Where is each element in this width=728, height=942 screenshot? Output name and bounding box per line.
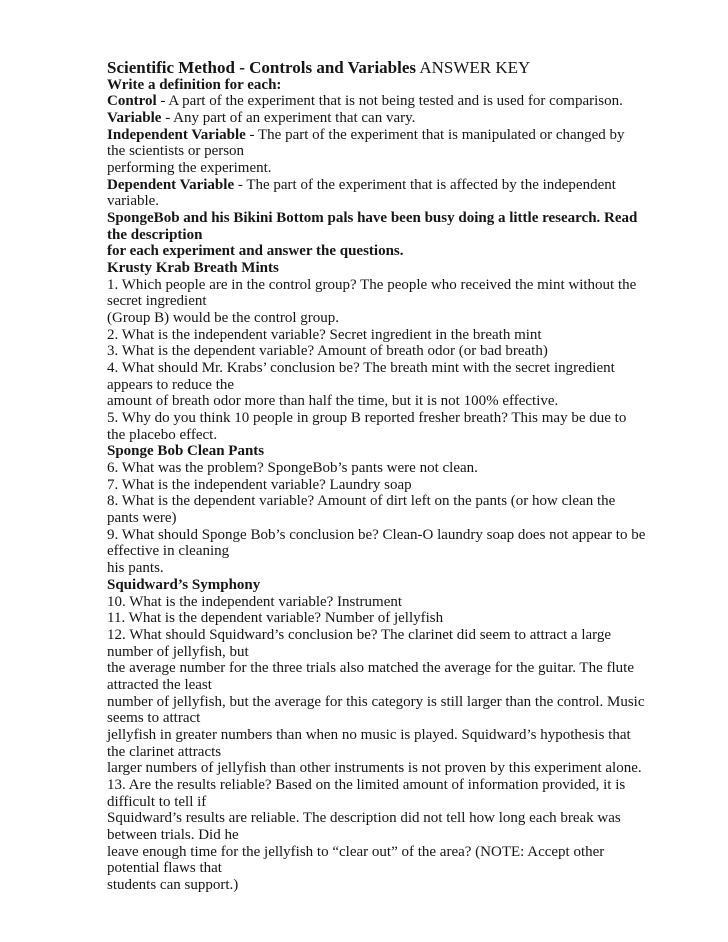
text-line bbox=[107, 310, 727, 327]
text-segment: number of jellyfish, but the average for this category is still larger than the control. Music bbox=[107, 693, 645, 710]
document-content bbox=[107, 60, 727, 894]
text-segment: the average number for the three trials also matched the average for the guitar. The flute bbox=[107, 660, 634, 677]
text-segment: number of jellyfish, but bbox=[107, 643, 249, 660]
text-segment: the scientists or person bbox=[107, 143, 245, 160]
text-segment: jellyfish in greater numbers than when no music is played. Squidward’s hypothesis that bbox=[107, 726, 631, 743]
text-line bbox=[107, 160, 727, 177]
text-line bbox=[107, 410, 727, 427]
text-segment: 11. What is the dependent variable? Number of jellyfish bbox=[107, 610, 444, 627]
text-line bbox=[107, 744, 727, 761]
text-segment: appears to reduce the bbox=[107, 376, 235, 393]
text-line bbox=[107, 393, 727, 410]
text-line bbox=[107, 543, 727, 560]
text-line bbox=[107, 427, 727, 444]
text-segment: potential flaws that bbox=[107, 860, 222, 877]
text-segment: 5. Why do you think 10 people in group B reported fresher breath? This may be due to bbox=[107, 410, 627, 427]
text-segment: (Group B) would be the control group. bbox=[107, 310, 340, 327]
text-segment: 2. What is the independent variable? Secret ingredient in the breath mint bbox=[107, 326, 542, 343]
text-segment: performing the experiment. bbox=[107, 160, 272, 177]
text-line bbox=[107, 827, 727, 844]
text-segment: 3. What is the dependent variable? Amount of breath odor (or bad breath) bbox=[107, 343, 548, 360]
bold-text-segment: Krusty Krab Breath Mints bbox=[107, 260, 279, 277]
text-segment: seems to attract bbox=[107, 710, 201, 727]
text-line bbox=[107, 243, 727, 260]
text-segment: variable. bbox=[107, 193, 160, 210]
text-line bbox=[107, 110, 727, 127]
text-line bbox=[107, 377, 727, 394]
bold-text-segment: Scientific Method - Controls and Variables bbox=[107, 58, 417, 77]
bold-text-segment: SpongeBob and his Bikini Bottom pals have been busy doing a little research. Read bbox=[107, 210, 638, 227]
text-line bbox=[107, 327, 727, 344]
text-line bbox=[107, 343, 727, 360]
bold-text-segment: Dependent Variable bbox=[107, 176, 235, 193]
text-segment: his pants. bbox=[107, 560, 164, 577]
text-line bbox=[107, 794, 727, 811]
bold-text-segment: Variable bbox=[107, 110, 162, 127]
text-segment: ANSWER KEY bbox=[416, 58, 531, 77]
text-line bbox=[107, 460, 727, 477]
document-title bbox=[107, 60, 727, 77]
text-segment: Squidward’s results are reliable. The description did not tell how long each break was bbox=[107, 810, 621, 827]
text-line bbox=[107, 360, 727, 377]
text-line bbox=[107, 560, 727, 577]
text-line bbox=[107, 777, 727, 794]
text-segment: the clarinet attracts bbox=[107, 743, 222, 760]
text-segment: 7. What is the independent variable? Laundry soap bbox=[107, 476, 412, 493]
bold-text-segment: for each experiment and answer the questions. bbox=[107, 243, 404, 260]
text-segment: leave enough time for the jellyfish to “clear out” of the area? (NOTE: Accept other bbox=[107, 843, 605, 860]
text-line bbox=[107, 210, 727, 227]
text-line bbox=[107, 510, 727, 527]
text-line bbox=[107, 677, 727, 694]
text-segment: between trials. Did he bbox=[107, 826, 239, 843]
text-line bbox=[107, 177, 727, 194]
text-line bbox=[107, 227, 727, 244]
text-line bbox=[107, 260, 727, 277]
text-line bbox=[107, 610, 727, 627]
text-segment: attracted the least bbox=[107, 676, 212, 693]
text-segment: the placebo effect. bbox=[107, 426, 218, 443]
text-line bbox=[107, 644, 727, 661]
text-line bbox=[107, 577, 727, 594]
text-segment: amount of breath odor more than half the time, but it is not 100% effective. bbox=[107, 393, 559, 410]
text-segment: 4. What should Mr. Krabs’ conclusion be? The breath mint with the secret ingredient bbox=[107, 360, 615, 377]
text-line bbox=[107, 844, 727, 861]
text-line bbox=[107, 710, 727, 727]
text-segment: effective in cleaning bbox=[107, 543, 230, 560]
text-line bbox=[107, 77, 727, 94]
text-segment: pants were) bbox=[107, 510, 177, 527]
text-segment: difficult to tell if bbox=[107, 793, 207, 810]
text-line bbox=[107, 627, 727, 644]
bold-text-segment: Independent Variable bbox=[107, 126, 246, 143]
text-segment: secret ingredient bbox=[107, 293, 207, 310]
text-line bbox=[107, 760, 727, 777]
text-segment: - The part of the experiment that is affected by the independent bbox=[234, 176, 616, 193]
bold-text-segment: Write a definition for each: bbox=[107, 76, 282, 93]
text-line bbox=[107, 694, 727, 711]
bold-text-segment: Sponge Bob Clean Pants bbox=[107, 443, 265, 460]
text-line bbox=[107, 877, 727, 894]
text-segment: 8. What is the dependent variable? Amount of dirt left on the pants (or how clean the bbox=[107, 493, 616, 510]
text-line bbox=[107, 93, 727, 110]
text-line bbox=[107, 443, 727, 460]
text-line bbox=[107, 143, 727, 160]
text-segment: 13. Are the results reliable? Based on the limited amount of information provided, it is bbox=[107, 776, 626, 793]
text-line bbox=[107, 860, 727, 877]
bold-text-segment: Control bbox=[107, 93, 157, 110]
text-line bbox=[107, 477, 727, 494]
text-line bbox=[107, 660, 727, 677]
text-line bbox=[107, 810, 727, 827]
text-segment: 10. What is the independent variable? Instrument bbox=[107, 593, 403, 610]
text-line bbox=[107, 277, 727, 294]
text-segment: - A part of the experiment that is not being tested and is used for comparison. bbox=[156, 93, 623, 110]
text-segment: 9. What should Sponge Bob’s conclusion be? Clean-O laundry soap does not appear to be bbox=[107, 526, 646, 543]
text-segment: 1. Which people are in the control group? The people who received the mint without the bbox=[107, 276, 637, 293]
text-line bbox=[107, 594, 727, 611]
text-segment: students can support.) bbox=[107, 876, 239, 893]
text-segment: 12. What should Squidward’s conclusion be? The clarinet did seem to attract a large bbox=[107, 626, 612, 643]
bold-text-segment: the description bbox=[107, 226, 203, 243]
text-line bbox=[107, 193, 727, 210]
text-line bbox=[107, 293, 727, 310]
text-segment: - The part of the experiment that is manipulated or changed by bbox=[245, 126, 625, 143]
text-line bbox=[107, 493, 727, 510]
text-segment: 6. What was the problem? SpongeBob’s pants were not clean. bbox=[107, 460, 478, 477]
text-line bbox=[107, 727, 727, 744]
text-segment: larger numbers of jellyfish than other instruments is not proven by this experiment alone. bbox=[107, 760, 642, 777]
text-segment: - Any part of an experiment that can vary. bbox=[161, 110, 416, 127]
bold-text-segment: Squidward’s Symphony bbox=[107, 576, 261, 593]
text-line bbox=[107, 527, 727, 544]
text-line bbox=[107, 127, 727, 144]
